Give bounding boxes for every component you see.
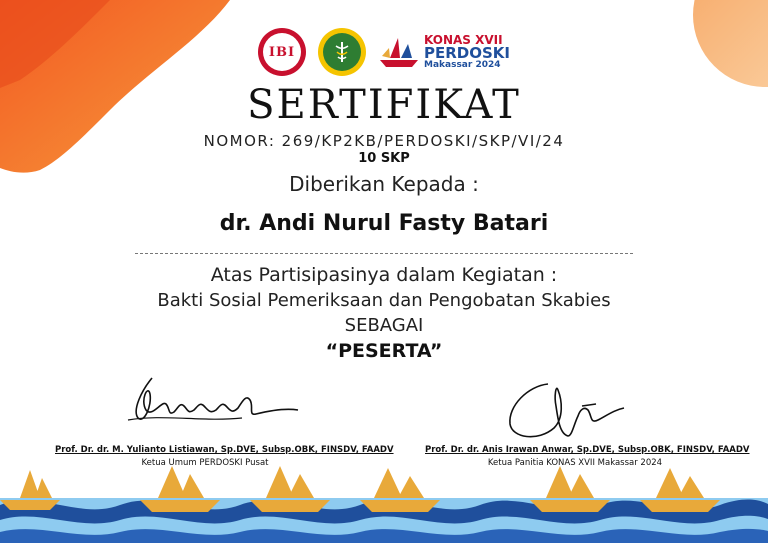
ibi-logo [258,28,306,76]
signature-right [498,376,628,446]
signatory-right-name: Prof. Dr. dr. Anis Irawan Anwar, Sp.DVE, Subsp.OBK, FINSDV, FAADV [425,445,750,455]
participant-role: “PESERTA” [325,340,443,362]
konas-logo [378,34,510,70]
phinisi-boat-icon [378,34,420,70]
recipient-name: dr. Andi Nurul Fasty Batari [219,211,549,236]
konas-title: KONAS XVII [424,33,503,47]
ibi-logo-text: IBI [268,44,296,60]
konas-text-block [424,34,510,70]
perdoski-logo [318,28,366,76]
signatory-left-title: Ketua Umum PERDOSKI Pusat [141,458,269,468]
caduceus-icon [332,40,352,64]
konas-org: PERDOSKI [424,44,511,62]
given-to-label: Diberikan Kepada : [289,172,479,196]
activity-name: Bakti Sosial Pemeriksaan dan Pengobatan Skabies [157,290,611,311]
as-label: SEBAGAI [344,315,424,336]
certificate-number: NOMOR: 269/KP2KB/PERDOSKI/SKP/VI/24 [203,132,565,150]
signature-left [122,370,302,432]
dotted-divider [135,253,633,254]
signatory-left-name: Prof. Dr. dr. M. Yulianto Listiawan, Sp.DVE, Subsp.OBK, FINSDV, FAADV [55,445,394,455]
participation-intro: Atas Partisipasinya dalam Kegiatan : [210,264,558,286]
skp-credits: 10 SKP [358,151,410,166]
top-right-circle [693,0,768,87]
logo-row [258,26,510,78]
certificate-title: SERTIFIKAT [247,82,521,128]
konas-city: Makassar 2024 [424,60,501,70]
signatory-right-title: Ketua Panitia KONAS XVII Makassar 2024 [487,458,663,468]
